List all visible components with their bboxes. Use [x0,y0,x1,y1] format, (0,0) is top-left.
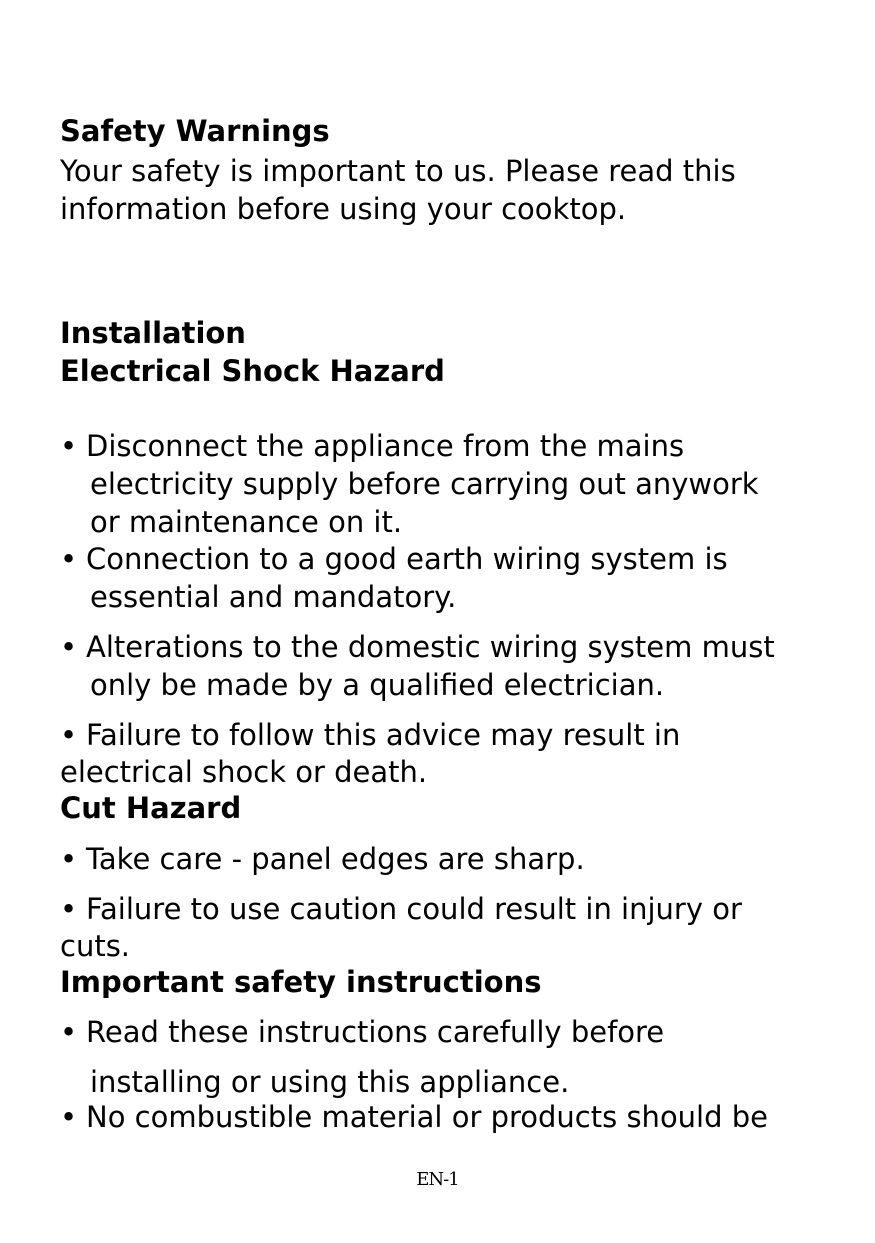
bullet-icon: • [60,1015,78,1049]
important-safety-heading: Important safety instructions [60,965,542,999]
bullet-text: Read these instructions carefully before [86,1015,665,1049]
bullet-continuation: or maintenance on it. [90,505,403,539]
bullet-text: Take care - panel edges are sharp. [86,842,585,876]
bullet-item-combustible [60,1098,768,1136]
safety-warnings-heading: Safety Warnings [60,114,330,148]
bullet-text: Alterations to the domestic wiring system must [86,630,775,664]
bullet-continuation: electricity supply before carrying out anywork [90,467,759,501]
cut-hazard-heading: Cut Hazard [60,791,242,825]
bullet-item-alterations [60,628,775,666]
page-number: EN-1 [416,1169,459,1190]
bullet-item-failure-advice [60,716,680,754]
bullet-text: No combustible material or products should be [86,1100,768,1134]
bullet-item-disconnect [60,427,684,465]
bullet-icon: • [60,842,78,876]
bullet-item-read-instructions [60,1013,664,1051]
intro-line-2: information before using your cooktop. [60,192,627,226]
bullet-continuation: cuts. [60,929,131,963]
bullet-icon: • [60,892,78,926]
bullet-icon: • [60,718,78,752]
installation-heading: Installation [60,316,246,350]
bullet-icon: • [60,1100,78,1134]
bullet-icon: • [60,429,78,463]
bullet-continuation: electrical shock or death. [60,755,428,789]
bullet-item-panel-edges [60,840,585,878]
bullet-continuation: only be made by a qualified electrician. [90,668,665,702]
bullet-icon: • [60,630,78,664]
bullet-item-earth [60,540,728,578]
bullet-text: Failure to follow this advice may result in [86,718,681,752]
electrical-shock-heading: Electrical Shock Hazard [60,354,445,388]
bullet-text: Disconnect the appliance from the mains [86,429,685,463]
bullet-continuation: installing or using this appliance. [90,1065,570,1099]
bullet-item-caution [60,890,742,928]
intro-line-1: Your safety is important to us. Please read this [60,154,736,188]
bullet-continuation: essential and mandatory. [90,580,457,614]
bullet-text: Failure to use caution could result in injury or [86,892,742,926]
bullet-text: Connection to a good earth wiring system is [86,542,728,576]
bullet-icon: • [60,542,78,576]
